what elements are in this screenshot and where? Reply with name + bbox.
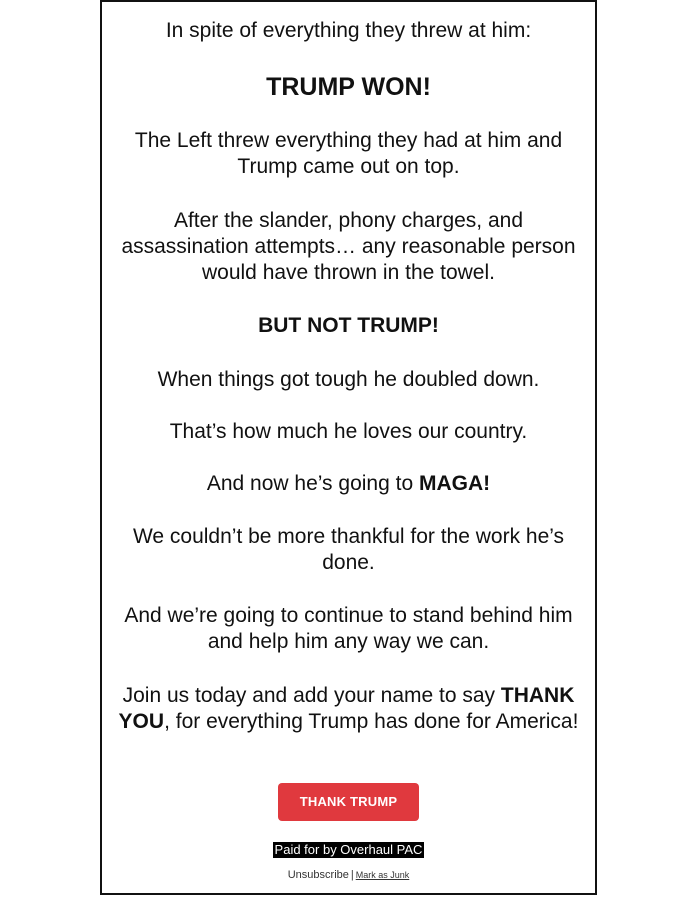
paragraph-maga-text: And now he’s going to: [206, 472, 419, 495]
headline: TRUMP WON!: [266, 73, 431, 101]
thank-trump-button[interactable]: THANK TRUMP: [278, 783, 419, 821]
paragraph-join-suffix: , for everything Trump has done for America!: [164, 710, 579, 733]
paragraph-stand: And we’re going to continue to stand behind him and help him any way we can.: [124, 604, 573, 653]
paragraph-slander: After the slander, phony charges, and assassination attempts… any reasonable person would have thrown in the towel.: [121, 209, 576, 284]
paragraph-thankful: We couldn’t be more thankful for the work he’s done.: [132, 525, 565, 574]
disclaimer-wrapper: [110, 841, 587, 859]
paid-for-disclaimer: Paid for by Overhaul PAC: [274, 842, 423, 857]
email-container: [100, 0, 597, 895]
paragraph-loves: That’s how much he loves our country.: [169, 420, 528, 443]
paragraph-maga: [110, 471, 587, 497]
thank-you-emphasis: THANK YOU: [118, 684, 575, 733]
cta-wrapper: [110, 783, 587, 821]
paragraph-left-threw: The Left threw everything they had at him and Trump came out on top.: [134, 129, 563, 178]
paragraph-tough: When things got tough he doubled down.: [157, 368, 540, 391]
paragraph-join-text: Join us today and add your name to say: [122, 684, 501, 707]
unsubscribe-link[interactable]: Unsubscribe: [287, 869, 349, 881]
footer-links: [110, 867, 587, 883]
maga-emphasis: MAGA!: [418, 472, 491, 495]
mark-as-junk-link[interactable]: Mark as Junk: [355, 870, 410, 880]
intro-text: In spite of everything they threw at him:: [165, 19, 532, 42]
footer-separator: |: [350, 869, 354, 881]
subheadline: BUT NOT TRUMP!: [258, 314, 439, 337]
paragraph-join: [110, 683, 587, 735]
